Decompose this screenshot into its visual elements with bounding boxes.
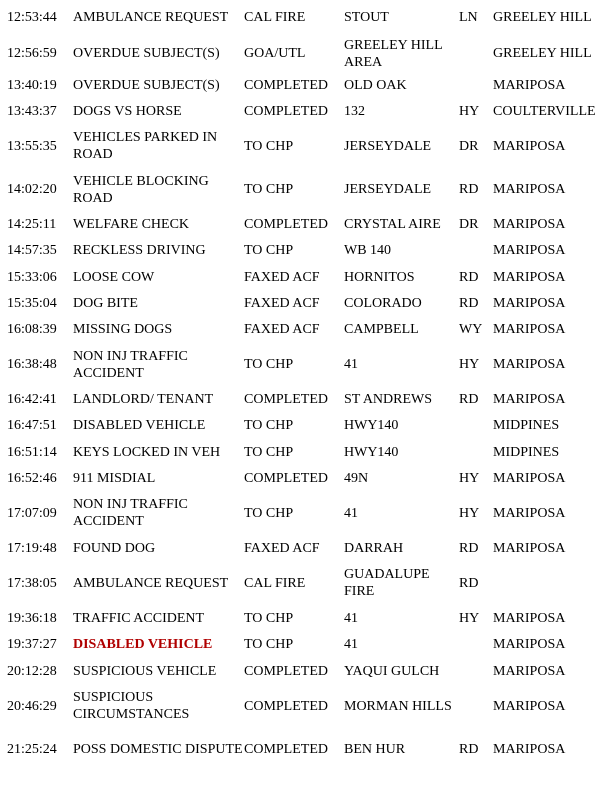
street-cell: JERSEYDALE (344, 138, 432, 154)
disposition-cell: FAXED ACF (244, 269, 320, 285)
street-suffix-cell: RD (459, 540, 479, 556)
city-cell: MARIPOSA (493, 742, 566, 757)
time-cell: 15:33:06 (7, 269, 57, 285)
city-cell: MARIPOSA (493, 470, 566, 486)
street-cell: GREELEY HILL AREA (344, 37, 443, 70)
disposition-cell: COMPLETED (244, 77, 328, 93)
call-type-cell: SUSPICIOUS VEHICLE (73, 663, 217, 679)
city-cell: MARIPOSA (493, 540, 566, 556)
time-cell: 12:56:59 (7, 46, 57, 61)
table-row (0, 0, 614, 35)
call-type-cell: LOOSE COW (73, 269, 155, 285)
city-cell: MIDPINES (493, 444, 560, 460)
call-type-cell: VEHICLES PARKED IN ROAD (73, 130, 218, 162)
disposition-cell: TO CHP (244, 418, 294, 433)
disposition-cell: GOA/UTL (244, 46, 306, 61)
call-type-cell: KEYS LOCKED IN VEH (73, 444, 221, 460)
street-suffix-cell: HY (459, 505, 480, 521)
table-row (0, 535, 614, 561)
city-cell: COULTERVILLE (493, 103, 596, 119)
city-cell: MARIPOSA (493, 610, 566, 626)
street-suffix-cell (459, 72, 493, 98)
street-suffix-cell: LN (459, 10, 478, 25)
table-row (0, 631, 614, 658)
city-cell: MARIPOSA (493, 357, 566, 372)
disposition-cell: TO CHP (244, 243, 294, 258)
city-cell: MARIPOSA (493, 216, 566, 232)
street-cell: WB 140 (344, 243, 392, 258)
street-cell: YAQUI GULCH (344, 663, 440, 679)
street-suffix-cell: RD (459, 182, 479, 197)
city-cell: MARIPOSA (493, 182, 566, 197)
street-cell: MORMAN HILLS (344, 698, 452, 714)
disposition-cell: CAL FIRE (244, 10, 306, 25)
table-row (0, 35, 614, 72)
street-suffix-cell (459, 35, 493, 72)
street-cell: 132 (344, 103, 365, 119)
time-cell: 21:25:24 (7, 742, 57, 757)
disposition-cell: TO CHP (244, 444, 294, 460)
call-type-cell: NON INJ TRAFFIC ACCIDENT (73, 497, 188, 529)
time-cell: 17:07:09 (7, 505, 57, 521)
call-type-cell: DISABLED VEHICLE (73, 637, 213, 652)
city-cell: MARIPOSA (493, 505, 566, 521)
call-type-cell: DOG BITE (73, 295, 138, 311)
time-cell: 14:57:35 (7, 243, 57, 258)
table-row (0, 264, 614, 290)
city-cell: MARIPOSA (493, 322, 566, 337)
call-type-cell: MISSING DOGS (73, 322, 173, 337)
time-cell: 16:52:46 (7, 470, 57, 486)
disposition-cell: CAL FIRE (244, 575, 306, 591)
street-cell: 41 (344, 357, 358, 372)
call-type-cell: AMBULANCE REQUEST (73, 575, 229, 591)
call-type-cell: LANDLORD/ TENANT (73, 391, 214, 407)
disposition-cell: COMPLETED (244, 391, 328, 407)
street-suffix-cell (459, 439, 493, 465)
street-suffix-cell: WY (459, 322, 483, 337)
street-cell: GUADALUPE FIRE (344, 567, 430, 599)
time-cell: 19:37:27 (7, 637, 57, 652)
city-cell: MARIPOSA (493, 698, 566, 714)
time-cell: 16:08:39 (7, 322, 57, 337)
disposition-cell: COMPLETED (244, 698, 328, 714)
table-row (0, 658, 614, 684)
call-type-cell: OVERDUE SUBJECT(S) (73, 77, 220, 93)
street-cell: 41 (344, 637, 358, 652)
table-row (0, 465, 614, 491)
call-type-cell: VEHICLE BLOCKING ROAD (73, 173, 209, 206)
call-type-cell: FOUND DOG (73, 540, 156, 556)
call-type-cell: NON INJ TRAFFIC ACCIDENT (73, 348, 188, 381)
call-type-cell: TRAFFIC ACCIDENT (73, 610, 205, 626)
call-type-cell: SUSPICIOUS CIRCUMSTANCES (73, 690, 190, 722)
time-cell: 13:43:37 (7, 103, 57, 119)
street-suffix-cell: HY (459, 470, 480, 486)
city-cell: MARIPOSA (493, 269, 566, 285)
call-type-cell: DISABLED VEHICLE (73, 418, 206, 433)
city-cell: MARIPOSA (493, 391, 566, 407)
street-suffix-cell: RD (459, 295, 479, 311)
time-cell: 14:02:20 (7, 182, 57, 197)
time-cell: 12:53:44 (7, 10, 57, 25)
city-cell (493, 561, 614, 605)
street-suffix-cell: RD (459, 391, 479, 407)
street-cell: 49N (344, 470, 369, 486)
disposition-cell: TO CHP (244, 505, 294, 521)
street-cell: BEN HUR (344, 742, 406, 757)
street-cell: 41 (344, 610, 358, 626)
disposition-cell: TO CHP (244, 182, 294, 197)
call-type-cell: WELFARE CHECK (73, 216, 190, 232)
table-row (0, 439, 614, 465)
disposition-cell: TO CHP (244, 637, 294, 652)
street-cell: HWY140 (344, 418, 399, 433)
street-cell: ST ANDREWS (344, 391, 433, 407)
table-row (0, 386, 614, 412)
street-cell: 41 (344, 505, 358, 521)
time-cell: 20:12:28 (7, 663, 57, 679)
table-row (0, 211, 614, 237)
city-cell: MARIPOSA (493, 77, 566, 93)
call-type-cell: OVERDUE SUBJECT(S) (73, 46, 220, 61)
street-suffix-cell: DR (459, 216, 479, 232)
street-cell: HWY140 (344, 444, 399, 460)
street-cell: CRYSTAL AIRE (344, 216, 441, 232)
city-cell: GREELEY HILL (493, 46, 592, 61)
city-cell: MIDPINES (493, 418, 560, 433)
street-cell: STOUT (344, 10, 389, 25)
disposition-cell: TO CHP (244, 138, 294, 154)
disposition-cell: COMPLETED (244, 742, 328, 757)
street-suffix-cell (459, 684, 493, 728)
call-type-cell: AMBULANCE REQUEST (73, 10, 229, 25)
table-row (0, 412, 614, 439)
street-suffix-cell: DR (459, 138, 479, 154)
table-row (0, 124, 614, 168)
time-cell: 16:47:51 (7, 418, 57, 433)
table-row (0, 684, 614, 728)
street-suffix-cell (459, 412, 493, 439)
table-row (0, 237, 614, 264)
disposition-cell: COMPLETED (244, 663, 328, 679)
call-type-cell: RECKLESS DRIVING (73, 243, 206, 258)
city-cell: MARIPOSA (493, 637, 566, 652)
disposition-cell: COMPLETED (244, 470, 328, 486)
disposition-cell: FAXED ACF (244, 322, 320, 337)
street-cell: COLORADO (344, 295, 422, 311)
street-cell: DARRAH (344, 540, 404, 556)
table-row (0, 168, 614, 211)
street-cell: JERSEYDALE (344, 182, 432, 197)
time-cell: 19:36:18 (7, 610, 57, 626)
disposition-cell: TO CHP (244, 610, 294, 626)
time-cell: 13:40:19 (7, 77, 57, 93)
time-cell: 17:38:05 (7, 575, 57, 591)
street-suffix-cell (459, 658, 493, 684)
street-suffix-cell: HY (459, 357, 480, 372)
city-cell: MARIPOSA (493, 138, 566, 154)
table-row (0, 290, 614, 316)
time-cell: 16:51:14 (7, 444, 57, 460)
street-suffix-cell: RD (459, 269, 479, 285)
time-cell: 17:19:48 (7, 540, 57, 556)
table-row (0, 491, 614, 535)
table-row (0, 605, 614, 631)
time-cell: 16:42:41 (7, 391, 57, 407)
time-cell: 15:35:04 (7, 295, 57, 311)
city-cell: MARIPOSA (493, 295, 566, 311)
street-suffix-cell: HY (459, 610, 480, 626)
street-suffix-cell (459, 631, 493, 658)
street-suffix-cell: HY (459, 103, 480, 119)
street-cell: CAMPBELL (344, 322, 419, 337)
table-row (0, 343, 614, 386)
city-cell: MARIPOSA (493, 243, 566, 258)
disposition-cell: TO CHP (244, 357, 294, 372)
disposition-cell: FAXED ACF (244, 540, 320, 556)
table-row (0, 72, 614, 98)
table-row (0, 561, 614, 605)
time-cell: 16:38:48 (7, 357, 57, 372)
city-cell: MARIPOSA (493, 663, 566, 679)
city-cell: GREELEY HILL (493, 10, 592, 25)
time-cell: 20:46:29 (7, 698, 57, 714)
table-row (0, 98, 614, 124)
disposition-cell: COMPLETED (244, 103, 328, 119)
time-cell: 14:25:11 (7, 216, 57, 232)
call-type-cell: POSS DOMESTIC DISPUTE (73, 742, 243, 757)
table-row (0, 316, 614, 343)
call-type-cell: DOGS VS HORSE (73, 103, 182, 119)
street-suffix-cell: RD (459, 742, 479, 757)
street-suffix-cell: RD (459, 575, 479, 591)
disposition-cell: COMPLETED (244, 216, 328, 232)
street-cell: HORNITOS (344, 269, 415, 285)
street-cell: OLD OAK (344, 77, 407, 93)
disposition-cell: FAXED ACF (244, 295, 320, 311)
time-cell: 13:55:35 (7, 138, 57, 154)
call-type-cell: 911 MISDIAL (73, 470, 156, 486)
table-row (0, 728, 614, 771)
street-suffix-cell (459, 237, 493, 264)
